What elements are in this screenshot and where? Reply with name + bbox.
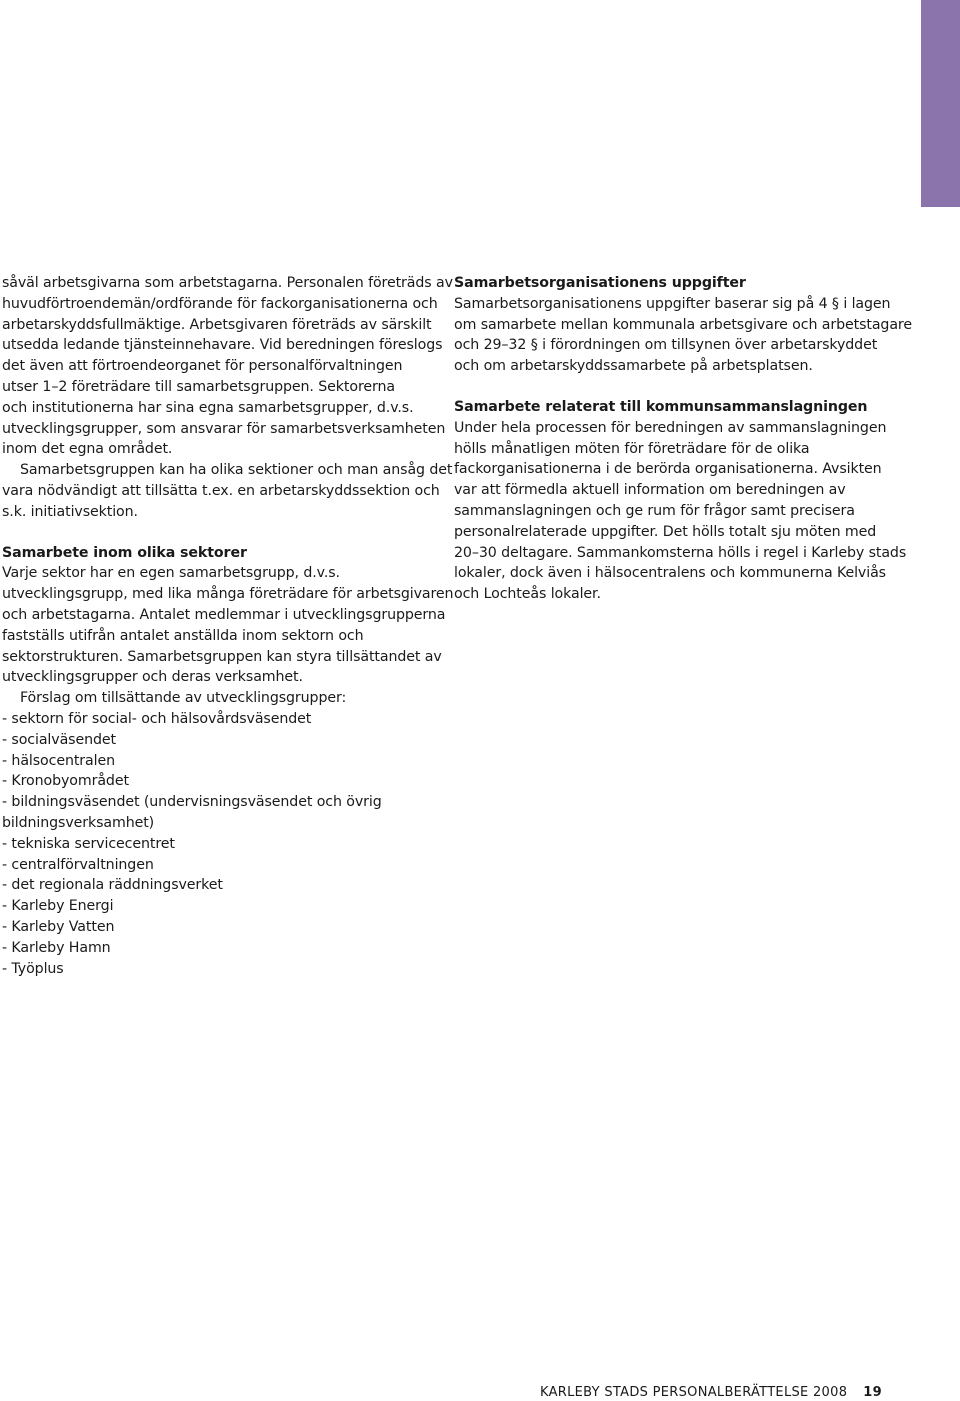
list-intro: Förslag om tillsättande av utvecklingsgrupper: (20, 690, 347, 707)
text-line: arbetarskyddsfullmäktige. Arbetsgivaren företräds av särskilt (2, 316, 432, 333)
text-line: Under hela processen för beredningen av sammanslagningen (454, 419, 887, 436)
text-line: och institutionerna har sina egna samarbetsgrupper, d.v.s. (2, 399, 414, 416)
text-line: 20–30 deltagare. Sammankomsterna hölls i regel i Karleby stads (454, 544, 907, 561)
right-paragraph-2 (454, 418, 907, 605)
left-paragraph-1 (2, 273, 453, 460)
text-line: och Lochteås lokaler. (454, 586, 601, 603)
left-paragraph-2 (2, 460, 453, 522)
text-line: det även att förtroendeorganet för personalförvaltningen (2, 358, 403, 375)
page-number: 19 (863, 1385, 882, 1400)
list-item: - sektorn för social- och hälsovårdsväsendet (2, 710, 312, 727)
section-heading: Samarbete inom olika sektorer (2, 544, 247, 561)
text-line: om samarbete mellan kommunala arbetsgivare och arbetstagare (454, 316, 912, 333)
section-heading: Samarbete relaterat till kommunsammanslagningen (454, 398, 868, 415)
text-line: utser 1–2 företrädare till samarbetsgruppen. Sektorerna (2, 378, 395, 395)
text-line: Samarbetsorganisationens uppgifter baserar sig på 4 § i lagen (454, 295, 891, 312)
text-line: sammanslagningen och ge rum för frågor samt precisera (454, 502, 855, 519)
list-item: - Karleby Vatten (2, 918, 115, 935)
list-item: - centralförvaltningen (2, 856, 154, 873)
text-line: huvudförtroendemän/ordförande för fackorganisationerna och (2, 295, 438, 312)
text-line: fackorganisationerna i de berörda organisationerna. Avsikten (454, 461, 882, 478)
text-line: sektorstrukturen. Samarbetsgruppen kan styra tillsättandet av (2, 648, 442, 665)
text-line: fastställs utifrån antalet anställda inom sektorn och (2, 627, 364, 644)
text-line: utvecklingsgrupp, med lika många företrädare för arbetsgivaren (2, 586, 454, 603)
text-line: såväl arbetsgivarna som arbetstagarna. Personalen företräds av (2, 275, 453, 291)
list-item: - Karleby Energi (2, 898, 114, 915)
text-line: Samarbetsgruppen kan ha olika sektioner och man ansåg det (20, 462, 453, 479)
text-line: och 29–32 § i förordningen om tillsynen över arbetarskyddet (454, 337, 878, 354)
section-heading: Samarbetsorganisationens uppgifter (454, 275, 746, 291)
section-tab-marker (921, 0, 960, 207)
text-line: och om arbetarskyddssamarbete på arbetsplatsen. (454, 358, 813, 375)
list-item: - det regionala räddningsverket (2, 877, 223, 894)
left-paragraph-3 (2, 563, 454, 688)
sector-list (2, 709, 442, 979)
footer-title: KARLEBY STADS PERSONALBERÄTTELSE 2008 (540, 1385, 848, 1400)
text-line: inom det egna området. (2, 441, 173, 458)
list-item: - Kronobyområdet (2, 773, 129, 790)
right-column (454, 273, 912, 605)
list-item: - Karleby Hamn (2, 939, 111, 956)
left-column (2, 273, 454, 979)
page-footer (540, 1385, 900, 1401)
text-line: var att förmedla aktuell information om beredningen av (454, 482, 846, 499)
text-line: Varje sektor har en egen samarbetsgrupp, d.v.s. (2, 565, 340, 582)
right-paragraph-1 (454, 294, 912, 377)
text-line: s.k. initiativsektion. (2, 503, 138, 520)
list-item: bildningsverksamhet) (2, 814, 155, 831)
list-item: - tekniska servicecentret (2, 835, 175, 852)
list-item: - socialväsendet (2, 731, 116, 748)
text-line: utsedda ledande tjänsteinnehavare. Vid beredningen föreslogs (2, 337, 443, 354)
text-line: personalrelaterade uppgifter. Det hölls totalt sju möten med (454, 523, 877, 540)
text-line: vara nödvändigt att tillsätta t.ex. en arbetarskyddssektion och (2, 482, 440, 499)
text-line: utvecklingsgrupper och deras verksamhet. (2, 669, 303, 686)
list-item: - Työplus (2, 960, 64, 977)
text-line: och arbetstagarna. Antalet medlemmar i utvecklingsgrupperna (2, 606, 446, 623)
text-line: hölls månatligen möten för företrädare för de olika (454, 440, 810, 457)
list-item: - bildningsväsendet (undervisningsväsendet och övrig (2, 794, 382, 811)
list-item: - hälsocentralen (2, 752, 116, 769)
text-line: utvecklingsgrupper, som ansvarar för samarbetsverksamheten (2, 420, 446, 437)
text-line: lokaler, dock även i hälsocentralens och kommunerna Kelviås (454, 565, 886, 582)
